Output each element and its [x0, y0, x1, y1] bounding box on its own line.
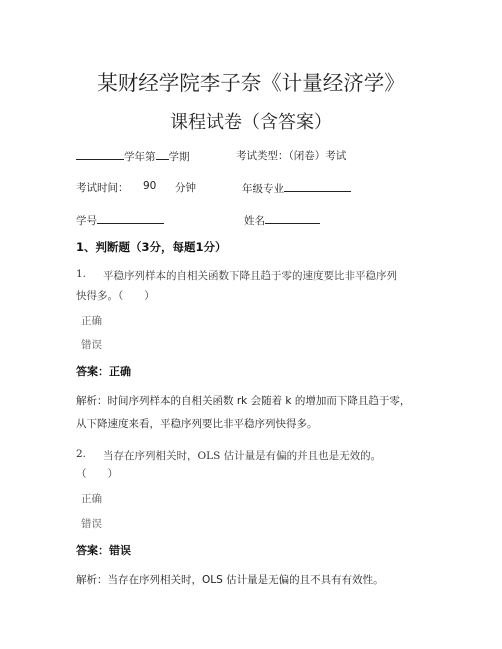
exam-time-value: 90 — [143, 180, 157, 192]
question-2-text-line-1: 当存在序列相关时，OLS 估计量是有偏的并且也是无效的。 — [103, 450, 382, 462]
question-2-text-line-2: （ ） — [76, 468, 118, 480]
exam-time-unit: 分钟 — [175, 182, 196, 194]
question-2-explanation-line-1: 解析：当存在序列相关时，OLS 估计量是无偏的且不具有有效性。 — [76, 574, 384, 586]
grade-major-field — [242, 180, 351, 196]
question-1-text-line-2: 快得多。（ ） — [76, 290, 155, 302]
student-id-field — [76, 212, 164, 228]
term-blank — [156, 148, 169, 160]
question-1-explanation-line-2: 从下降速度来看，平稳序列要比非平稳序列快得多。 — [76, 418, 318, 430]
question-2-option-false[interactable]: 错误 — [81, 518, 102, 530]
year-blank — [76, 148, 124, 160]
exam-time-label: 考试时间： — [76, 182, 129, 194]
question-1-option-false[interactable]: 错误 — [81, 339, 102, 351]
question-1-number: 1. — [76, 268, 87, 280]
name-field — [244, 212, 320, 228]
student-id-label: 学号 — [76, 215, 97, 227]
student-id-blank — [97, 212, 164, 224]
question-2-answer: 答案：错误 — [76, 544, 131, 557]
exam-type: 考试类型：（闭卷）考试 — [236, 150, 347, 162]
exam-header-line-1 — [76, 148, 190, 164]
document-title: 某财经学院李子奈《计量经济学》 — [97, 71, 405, 95]
document-subtitle: 课程试卷（含答案） — [170, 112, 332, 133]
grade-major-label: 年级专业 — [242, 183, 284, 195]
year-suffix: 学年第 — [124, 151, 156, 163]
question-1-explanation-line-1: 解析：时间序列样本的自相关函数 rk 会随着 k 的增加而下降且趋于零， — [76, 395, 411, 407]
name-label: 姓名 — [244, 215, 265, 227]
question-2-number: 2. — [76, 448, 87, 460]
question-1-option-true[interactable]: 正确 — [81, 315, 102, 327]
grade-major-blank — [284, 180, 351, 192]
section-heading: 1、判断题（3分，每题1分） — [76, 240, 227, 254]
question-1-text-line-1: 平稳序列样本的自相关函数下降且趋于零的速度要比非平稳序列 — [103, 270, 397, 282]
question-2-option-true[interactable]: 正确 — [81, 493, 102, 505]
term-label: 学期 — [168, 151, 190, 163]
question-1-answer: 答案：正确 — [76, 365, 131, 378]
name-blank — [265, 212, 320, 224]
